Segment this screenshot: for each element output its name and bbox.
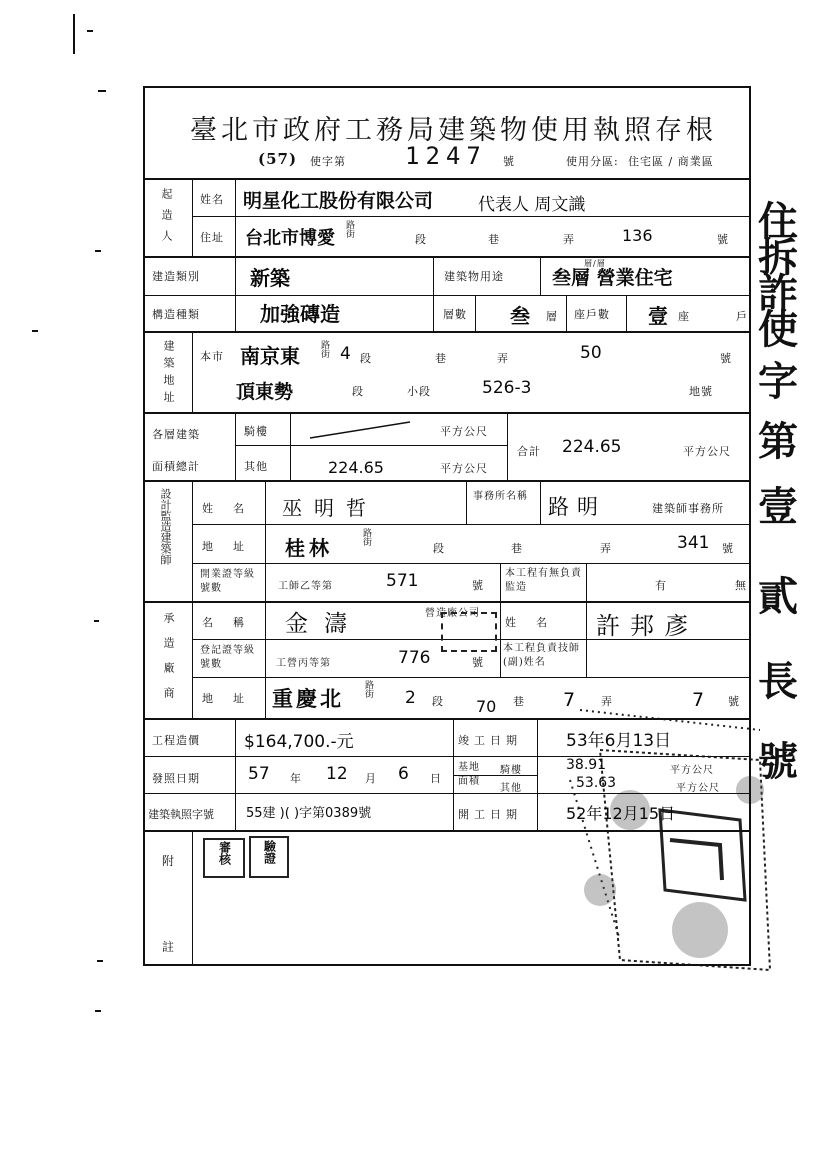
rule — [507, 413, 508, 481]
contractor-road-label: 路街 — [363, 680, 373, 698]
rule — [235, 719, 236, 831]
margin-mark — [98, 90, 106, 92]
architect-resp-label: 本工程有無負責監造 — [505, 568, 582, 593]
seal-review — [203, 838, 245, 878]
rule — [265, 602, 266, 719]
issue-year: 57 — [248, 764, 270, 784]
architect-resp-value: 有 — [655, 579, 667, 592]
permit-value: 55建 )( )字第0389號 — [246, 806, 372, 821]
architect-alley-label: 弄 — [600, 542, 612, 555]
architect-office-value: 路明 — [548, 495, 606, 519]
seal-verify-text: 驗證 — [262, 840, 277, 864]
start-label: 開工日期 — [458, 808, 522, 821]
units-value: 壹 — [648, 304, 668, 328]
margin-mark — [32, 330, 38, 332]
applicant-seg-label: 段 — [415, 233, 427, 246]
applicant-lane-label: 巷 — [488, 233, 500, 246]
rule — [290, 413, 291, 481]
build-use-floor-note: 層/層 — [584, 259, 606, 268]
contractor-addr-label: 地址 — [202, 692, 264, 705]
rule — [235, 257, 236, 332]
rule — [192, 216, 751, 217]
applicant-addr-city: 台北市博愛 — [245, 228, 335, 249]
site-arcade-label: 騎樓 — [500, 765, 522, 776]
zone-value: 住宅區 / 商業區 — [628, 155, 714, 168]
overlap-char: 詐 — [758, 271, 798, 317]
applicant-name-label: 姓名 — [200, 193, 224, 206]
contractor-name-label: 名稱 — [202, 616, 264, 629]
rule — [433, 257, 434, 332]
site-area-label: 基地面積 — [458, 762, 480, 787]
contractor-alley-label: 弄 — [601, 695, 613, 708]
architect-name-label: 姓名 — [202, 502, 264, 515]
rule — [537, 719, 538, 831]
issue-year-label: 年 — [290, 772, 302, 785]
site-lot-seg-label: 段 — [352, 385, 364, 398]
contractor-type-label: 營造廠公司 — [425, 608, 480, 619]
site-section-label: 建築地址 — [162, 340, 175, 408]
site-arcade-value: 38.91 — [566, 757, 607, 773]
rule — [500, 602, 501, 678]
seat-unit: 座 — [678, 310, 690, 323]
remarks-label-top: 附 — [162, 854, 176, 868]
rule — [235, 445, 507, 446]
seal-verify — [249, 836, 289, 878]
start-value: 52年12月15日 — [566, 804, 676, 823]
rule — [265, 481, 266, 601]
applicant-addr-no: 136 — [622, 226, 653, 245]
issue-day-label: 日 — [430, 772, 442, 785]
license-word: 使字第 — [310, 155, 346, 168]
architect-road-label: 路街 — [361, 528, 371, 546]
architect-addr-road: 桂林 — [285, 536, 333, 560]
margin-mark — [97, 960, 103, 962]
overlap-char: 住 — [758, 199, 798, 245]
overlap-char: 使 — [758, 307, 798, 353]
site-other-value: 53.63 — [576, 775, 617, 791]
issue-label: 發照日期 — [152, 772, 200, 785]
rule — [566, 296, 567, 332]
overlap-char: 拆 — [758, 235, 798, 281]
cost-value: $164,700.-元 — [244, 732, 354, 752]
rule — [143, 601, 751, 603]
rule — [235, 179, 236, 256]
rule — [192, 602, 193, 719]
architect-section-label: 設計監造建築師 — [159, 488, 172, 565]
rule — [192, 831, 193, 965]
site-seg-value: 4 — [340, 344, 351, 364]
site-road-label: 路街 — [319, 340, 329, 358]
site-alley-label: 弄 — [497, 352, 509, 365]
margin-mark — [87, 30, 93, 32]
applicant-section-label: 起造人 — [160, 188, 173, 251]
site-lane-label: 巷 — [435, 352, 447, 365]
struct-value: 加強磚造 — [260, 302, 340, 326]
area-total-unit: 平方公尺 — [683, 445, 731, 458]
architect-addr-label: 地址 — [202, 540, 264, 553]
overlap-char: 字 — [758, 359, 798, 405]
rule — [192, 563, 751, 564]
seal-review-text: 審核 — [217, 841, 232, 865]
rule — [192, 677, 751, 678]
contractor-section-label: 承造廠商 — [162, 612, 175, 712]
contractor-reg-suffix: 號 — [472, 656, 484, 669]
applicant-no-label: 號 — [717, 233, 729, 246]
architect-cert-suffix: 號 — [472, 579, 484, 592]
site-other-label: 其他 — [500, 783, 522, 794]
contractor-alley-value: 7 — [563, 689, 576, 711]
rule — [475, 296, 476, 332]
rule — [586, 602, 587, 678]
contractor-person-label: 姓名 — [505, 616, 567, 629]
overlap-char: 第 — [758, 419, 798, 465]
contractor-person-value: 許邦彥 — [596, 612, 698, 640]
site-city-label: 本市 — [200, 350, 224, 363]
margin-mark — [73, 14, 75, 54]
applicant-road-label: 路街 — [344, 220, 354, 238]
license-hao: 號 — [503, 155, 515, 168]
rule — [466, 481, 467, 525]
floors-label: 層數 — [443, 308, 467, 321]
license-number: 1247 — [405, 142, 487, 170]
site-no-value: 50 — [580, 343, 602, 363]
contractor-reg-prefix: 工營丙等第 — [276, 658, 331, 669]
complete-value: 53年6月13日 — [566, 731, 672, 751]
area-other-value: 224.65 — [328, 458, 384, 477]
architect-office-suffix: 建築師事務所 — [652, 502, 724, 515]
rule — [586, 564, 587, 602]
area-label-1: 各層建築 — [152, 428, 200, 441]
rule — [192, 333, 193, 413]
site-lot-sub-label: 小段 — [407, 385, 431, 398]
units-label: 座戶數 — [574, 308, 610, 321]
area-total-label: 合計 — [517, 445, 541, 458]
cost-label: 工程造價 — [152, 734, 200, 747]
build-use-value: 叁層 營業住宅 — [552, 267, 673, 289]
margin-mark — [94, 620, 99, 622]
contractor-seg-value: 2 — [405, 688, 416, 708]
floors-value: 叁 — [510, 304, 530, 328]
applicant-addr-label: 住址 — [200, 231, 224, 244]
architect-seg-label: 段 — [433, 542, 445, 555]
issue-month-label: 月 — [365, 772, 377, 785]
household-unit: 戶 — [736, 310, 748, 323]
rule — [192, 179, 193, 256]
site-lot-no: 526-3 — [482, 378, 532, 398]
margin-mark — [95, 1010, 101, 1012]
contractor-name-value: 金濤 — [285, 611, 363, 637]
site-road-value: 南京東 — [240, 344, 300, 368]
contractor-tech-label: 本工程負責技師(副)姓名 — [503, 643, 580, 668]
architect-resp-none: 無 — [735, 579, 747, 592]
contractor-lane-label: 巷 — [513, 695, 525, 708]
rule — [192, 524, 751, 525]
contractor-no-value: 7 — [692, 689, 705, 711]
overlap-char: 貳 — [758, 574, 798, 620]
site-no-label: 號 — [720, 352, 732, 365]
issue-day: 6 — [398, 764, 409, 784]
zone-label: 使用分區: — [566, 155, 619, 168]
applicant-rep-value: 代表人 周文識 — [478, 195, 586, 215]
rule — [453, 719, 454, 831]
contractor-reg-label: 登記證等級號數 — [200, 645, 255, 670]
contractor-small-stamp — [441, 612, 497, 652]
build-type-value: 新築 — [250, 266, 290, 290]
site-seg-label: 段 — [360, 352, 372, 365]
struct-label: 構造種類 — [152, 308, 200, 321]
area-arcade-unit: 平方公尺 — [440, 425, 488, 438]
form-title: 臺北市政府工務局建築物使用執照存根 — [190, 115, 717, 146]
margin-mark — [95, 250, 101, 252]
floors-unit: 層 — [546, 310, 558, 323]
build-type-label: 建造類別 — [152, 270, 200, 283]
remarks-label-bottom: 註 — [162, 940, 176, 954]
contractor-seg-label: 段 — [432, 695, 444, 708]
architect-cert-prefix: 工師乙等第 — [278, 581, 333, 592]
contractor-reg-no: 776 — [398, 648, 431, 668]
architect-no-label: 號 — [722, 542, 734, 555]
site-arcade-sqm: 平方公尺 — [670, 765, 714, 776]
site-other-sqm: 平方公尺 — [676, 783, 720, 794]
area-other-unit: 平方公尺 — [440, 462, 488, 475]
area-label-2: 面積總計 — [152, 460, 200, 473]
architect-name-value: 巫明哲 — [282, 496, 378, 520]
area-total-value: 224.65 — [562, 437, 622, 457]
complete-label: 竣工日期 — [458, 734, 522, 747]
architect-office-label: 事務所名稱 — [473, 491, 528, 502]
overlap-char: 壹 — [758, 484, 798, 530]
issue-month: 12 — [326, 764, 348, 784]
overlap-char: 長 — [758, 659, 798, 705]
rule — [500, 564, 501, 602]
contractor-no-label: 號 — [728, 695, 740, 708]
rule — [192, 481, 193, 601]
architect-lane-label: 巷 — [511, 542, 523, 555]
build-use-label: 建築物用途 — [444, 270, 504, 283]
permit-label: 建築執照字號 — [148, 808, 214, 821]
architect-addr-no: 341 — [677, 533, 710, 553]
site-lot-no-label: 地號 — [689, 385, 713, 398]
architect-cert-no: 571 — [386, 571, 419, 591]
area-arcade-strike — [300, 416, 420, 444]
applicant-alley-label: 弄 — [563, 233, 575, 246]
site-lot-area: 頂東勢 — [236, 381, 294, 403]
contractor-addr-road: 重慶北 — [272, 687, 344, 711]
architect-cert-label: 開業證等級號數 — [200, 569, 255, 594]
area-other-label: 其他 — [244, 460, 268, 473]
overlap-char: 號 — [758, 739, 798, 785]
contractor-lane-value: 70 — [476, 697, 497, 716]
rule — [540, 257, 541, 295]
applicant-name-value: 明星化工股份有限公司 — [243, 190, 434, 212]
license-year: (57) — [258, 150, 298, 168]
rule — [235, 413, 236, 481]
rule — [626, 296, 627, 332]
rule — [540, 481, 541, 525]
area-arcade-label: 騎樓 — [244, 425, 268, 438]
